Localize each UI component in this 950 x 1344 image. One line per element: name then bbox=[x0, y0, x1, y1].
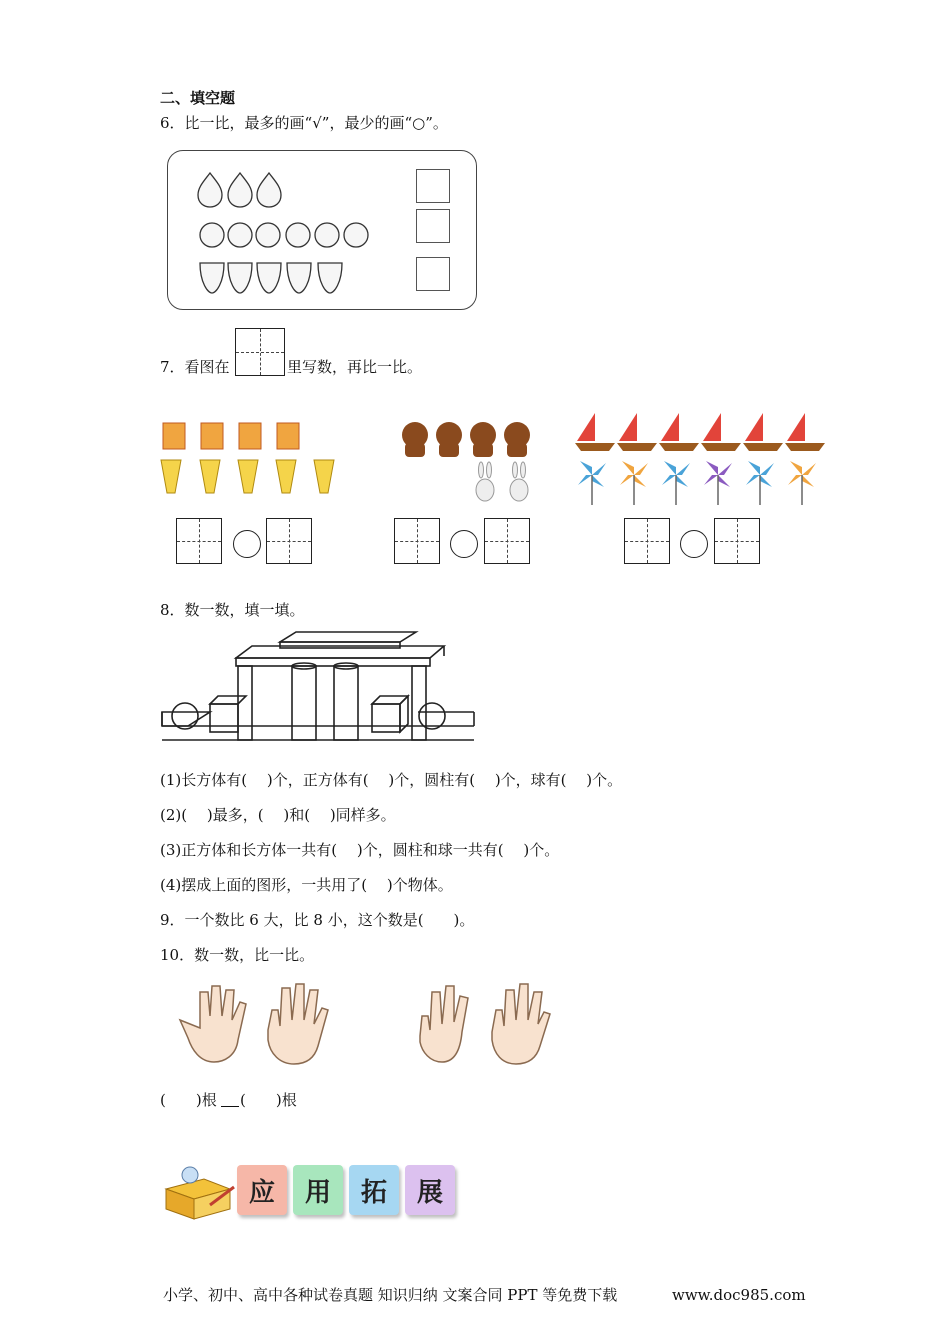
sailboat-row bbox=[575, 413, 825, 451]
juice-box-row bbox=[163, 423, 299, 449]
footer-website-link[interactable]: www.doc985.com bbox=[672, 1286, 806, 1304]
question-7-suffix: 里写数，再比一比。 bbox=[287, 358, 423, 376]
question-10-title: 10．数一数，比一比。 bbox=[160, 946, 315, 964]
question-8-line-4: (4)摆成上面的图形，一共用了( )个物体。 bbox=[160, 876, 453, 894]
footer-left-text: 小学、初中、高中各种试卷真题 知识归纳 文案合同 PPT 等免费下载 bbox=[163, 1286, 618, 1304]
question-8-line-2: (2)( )最多，( )和( )同样多。 bbox=[160, 806, 396, 824]
q7-group1-left-box[interactable] bbox=[176, 518, 222, 564]
banner-tile-2 bbox=[293, 1165, 343, 1215]
banner-char-2: 用 bbox=[304, 1177, 331, 1208]
question-9-text: 9．一个数比 6 大，比 8 小，这个数是( )。 bbox=[160, 911, 475, 929]
banner-tile-1 bbox=[237, 1165, 287, 1215]
answer-box-strawberry[interactable] bbox=[416, 257, 450, 291]
banner-tile-3 bbox=[349, 1165, 399, 1215]
q7-group1-compare-circle[interactable] bbox=[233, 530, 261, 558]
strawberry-row bbox=[200, 263, 342, 293]
hand-3-icon bbox=[420, 986, 468, 1062]
question-8-title: 8．数一数，填一填。 bbox=[160, 601, 305, 619]
banner-tile-4 bbox=[405, 1165, 455, 1215]
rabbit-row bbox=[476, 462, 528, 501]
answer-box-apple[interactable] bbox=[416, 209, 450, 243]
question-8-line-3: (3)正方体和长方体一共有( )个，圆柱和球一共有( )个。 bbox=[160, 841, 560, 859]
q7-group3-left-box[interactable] bbox=[624, 518, 670, 564]
q7-group2-left-box[interactable] bbox=[394, 518, 440, 564]
hand-1-icon bbox=[180, 986, 246, 1062]
q10-compare-blank[interactable] bbox=[221, 1106, 239, 1107]
question-8-line-1: (1)长方体有( )个，正方体有( )个，圆柱有( )个，球有( )个。 bbox=[160, 771, 623, 789]
pear-row bbox=[198, 173, 281, 207]
apple-row bbox=[200, 223, 368, 247]
q10-hands-illustration bbox=[170, 980, 560, 1066]
cocktail-glass-row bbox=[161, 460, 334, 493]
q7-group3-right-box[interactable] bbox=[714, 518, 760, 564]
q7-pictures bbox=[155, 405, 845, 515]
hand-4-icon bbox=[492, 984, 550, 1064]
q10-answer-left: ( )根 bbox=[160, 1091, 217, 1109]
hand-2-icon bbox=[268, 984, 328, 1064]
q8-solid-shapes-figure bbox=[158, 628, 480, 746]
q10-answer-right: ( )根 bbox=[240, 1091, 297, 1109]
question-6-text: 6．比一比，最多的画“√”，最少的画“○”。 bbox=[160, 114, 448, 132]
section-title: 二、填空题 bbox=[160, 89, 236, 107]
question-7-prefix: 7．看图在 bbox=[160, 358, 230, 376]
lightbulb-box-icon bbox=[160, 1165, 236, 1221]
banner-char-4: 展 bbox=[416, 1177, 443, 1208]
q7-group2-compare-circle[interactable] bbox=[450, 530, 478, 558]
q7-group1-right-box[interactable] bbox=[266, 518, 312, 564]
banner-char-3: 拓 bbox=[360, 1177, 387, 1208]
q7-group2-right-box[interactable] bbox=[484, 518, 530, 564]
bear-row bbox=[402, 422, 530, 457]
q7-inline-grid-box bbox=[235, 328, 285, 376]
q6-figure-frame bbox=[167, 150, 477, 310]
pinwheel-row bbox=[578, 461, 816, 505]
q7-group3-compare-circle[interactable] bbox=[680, 530, 708, 558]
banner-char-1: 应 bbox=[248, 1177, 275, 1208]
answer-box-pear[interactable] bbox=[416, 169, 450, 203]
